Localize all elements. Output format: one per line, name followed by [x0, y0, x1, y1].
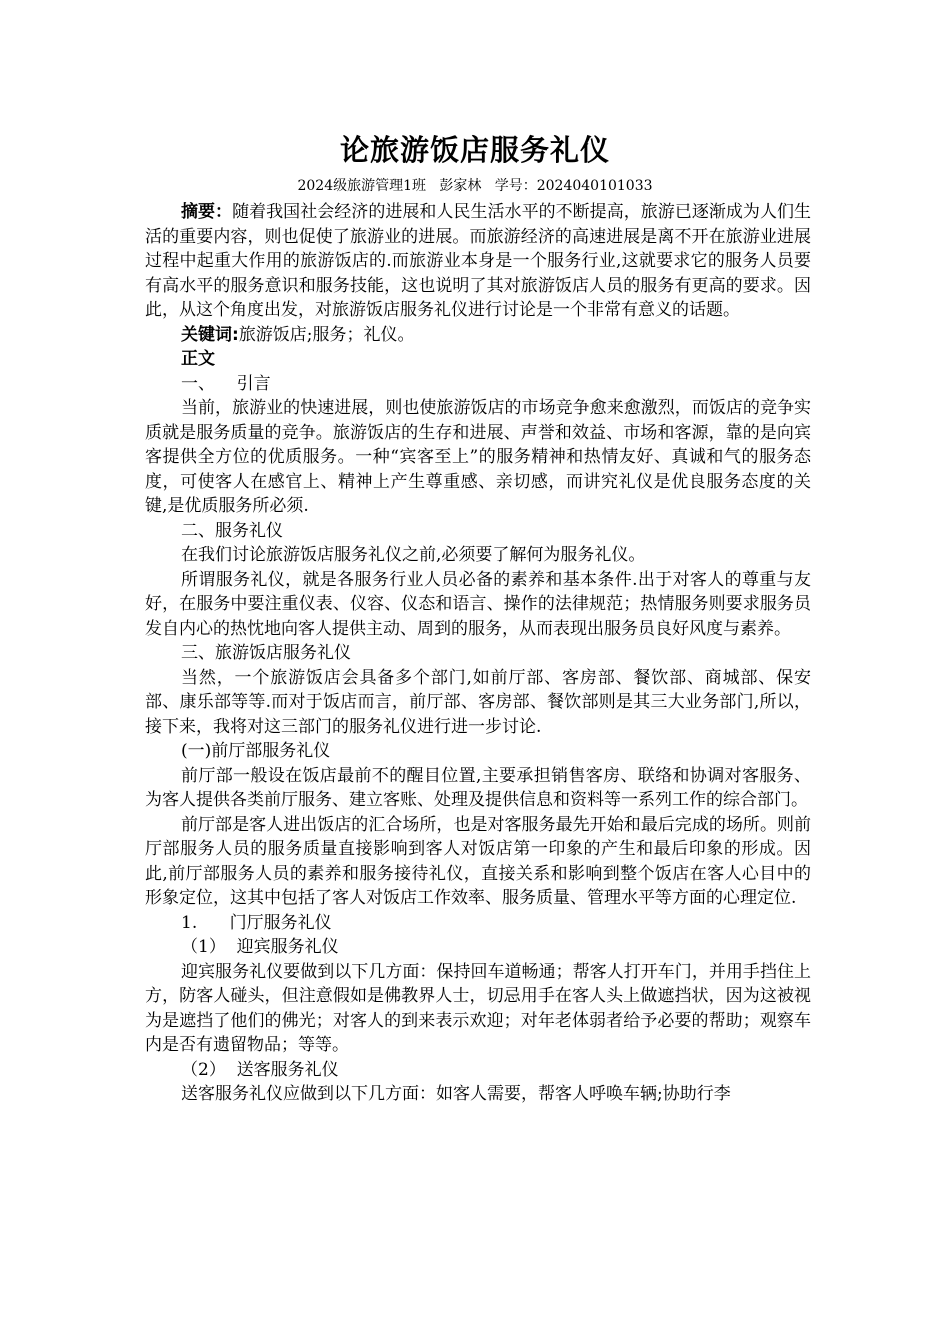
- paragraph: 送客服务礼仪应做到以下几方面：如客人需要，帮客人呼唤车辆;协助行李: [181, 1084, 731, 1104]
- section-heading-hotel-etiquette: 三、旅游饭店服务礼仪: [181, 643, 351, 663]
- item-heading-welcome: （1） 迎宾服务礼仪: [181, 937, 339, 957]
- subsection-heading-front-office: (一)前厅部服务礼仪: [181, 741, 331, 761]
- abstract-paragraph: [145, 200, 811, 323]
- section-heading-introduction: 一、 引言: [181, 373, 271, 394]
- section-heading-service-etiquette: 二、服务礼仪: [181, 520, 283, 541]
- keywords-label: 关键词:: [181, 324, 239, 345]
- paragraph: 当然，一个旅游饭店会具备多个部门,如前厅部、客房部、餐饮部、商城部、保安部、康乐部等等.而对于饭店而言，前厅部、客房部、餐饮部则是其三大业务部门,所以，接下来，我将对这三部门的服务礼仪进行进一步讨论.: [145, 667, 811, 737]
- document-title: 论旅游饭店服务礼仪: [339, 133, 610, 167]
- abstract-text: 随着我国社会经济的进展和人民生活水平的不断提高，旅游已逐渐成为人们生活的重要内容，则也促使了旅游业的进展。而旅游经济的高速进展是离不开在旅游业进展过程中起重大作用的旅游饭店的.而旅游业本身是一个服务行业,这就要求它的服务人员要有高水平的服务意识和服务技能，这也说明了其对旅游饭店人员的服务有更高的要求。因此，从这个角度出发，对旅游饭店服务礼仪进行讨论是一个非常有意义的话题。: [145, 202, 812, 320]
- author-byline: 2024级旅游管理1班 彭家林 学号：2024040101033: [297, 178, 653, 194]
- paragraph: 所谓服务礼仪，就是各服务行业人员必备的素养和基本条件.出于对客人的尊重与友好，在服务中要注重仪表、仪容、仪态和语言、操作的法律规范；热情服务则要求服务员发自内心的热忱地向客人提供主动、周到的服务，从而表现出服务员良好风度与素养。: [145, 569, 811, 639]
- paragraph: 在我们讨论旅游饭店服务礼仪之前,必须要了解何为服务礼仪。: [181, 545, 646, 565]
- document-body: [145, 200, 811, 1107]
- abstract-label: 摘要：: [181, 202, 233, 222]
- paragraph: 前厅部一般设在饭店最前不的醒目位置,主要承担销售客房、联络和协调对客服务、为客人提供各类前厅服务、建立客账、处理及提供信息和资料等一系列工作的综合部门。: [145, 765, 811, 810]
- paragraph: 当前，旅游业的快速进展，则也使旅游饭店的市场竞争愈来愈激烈，而饭店的竞争实质就是服务质量的竞争。旅游饭店的生存和进展、声誉和效益、市场和客源，靠的是向宾客提供全方位的优质服务。一种“宾客至上”的服务精神和热情友好、真诚和气的服务态度，可使客人在感官上、精神上产生尊重感、亲切感，而讲究礼仪是优良服务态度的关键,是优质服务所必须.: [145, 398, 811, 516]
- paragraph: 前厅部是客人进出饭店的汇合场所，也是对客服务最先开始和最后完成的场所。则前厅部服务人员的服务质量直接影响到客人对饭店第一印象的产生和最后印象的形成。因此,前厅部服务人员的素养和服务接待礼仪，直接关系和影响到整个饭店在客人心目中的形象定位，这其中包括了客人对饭店工作效率、服务质量、管理水平等方面的心理定位.: [145, 814, 811, 908]
- paragraph: 迎宾服务礼仪要做到以下几方面：保持回车道畅通；帮客人打开车门，并用手挡住上方，防客人碰头，但注意假如是佛教界人士，切忌用手在客人头上做遮挡状，因为这被视为是遮挡了他们的佛光；对客人的到来表示欢迎；对年老体弱者给予必要的帮助；观察车内是否有遗留物品；等等。: [145, 961, 811, 1055]
- keywords-text: 旅游饭店;服务；礼仪。: [238, 324, 415, 345]
- item-heading-farewell: （2） 送客服务礼仪: [181, 1059, 339, 1080]
- keywords-paragraph: [145, 323, 811, 348]
- item-heading-lobby: 1. 门厅服务礼仪: [181, 912, 332, 933]
- body-heading: 正文: [181, 349, 215, 369]
